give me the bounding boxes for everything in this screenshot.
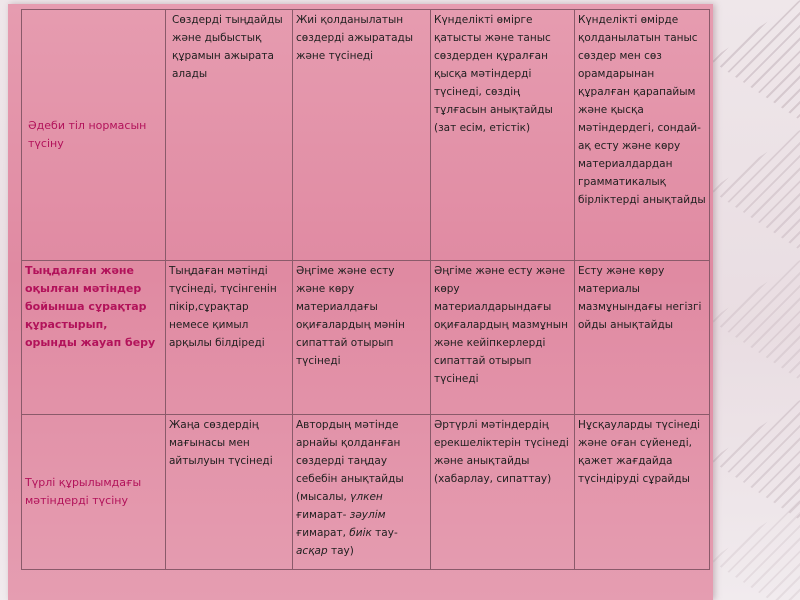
row-header: Әдеби тіл нормасын түсіну — [22, 10, 166, 261]
row-header: Тыңдалған және оқылған мәтіндер бойынша сұрақтар құрастырып, орынды жауап беру — [22, 261, 166, 415]
decorative-stripes — [710, 0, 800, 120]
table-cell: Әртүрлі мәтіндердің ерекшеліктерін түсінеді және анықтайды (хабарлау, сипаттау) — [431, 415, 575, 570]
table-row — [22, 415, 710, 570]
table-cell: Жаңа сөздердің мағынасы мен айтылуын түсінеді — [166, 415, 293, 570]
table-row — [22, 261, 710, 415]
decorative-stripes — [710, 500, 800, 600]
cell-text: ғимарат, — [296, 527, 350, 539]
table-cell: Күнделікті өмірге қатысты және таныс сөздерден құралған қысқа мәтіндерді түсінеді, сөздің тұлғасын анықтайды (зат есім, етістік) — [431, 10, 575, 261]
table-cell: Күнделікті өмірде қолданылатын таныс сөздер мен сөз орамдарынан құралған қарапайым және қысқа мәтіндердегі, сондай-ақ есту және көру материалдардан грамматикалық бірліктерді анықтайды — [575, 10, 710, 261]
curriculum-table — [21, 9, 710, 570]
decorative-stripes — [710, 400, 800, 520]
table-cell: Әңгіме және есту және көру материалдағы оқиғалардың мәнін сипаттай отырып түсінеді — [293, 261, 431, 415]
italic-word: үлкен — [350, 491, 383, 503]
row-header: Түрлі құрылымдағы мәтіндерді түсіну — [22, 415, 166, 570]
decorative-stripes — [710, 130, 800, 250]
cell-text: ғимарат- — [296, 509, 350, 521]
decorative-stripes — [710, 260, 800, 380]
italic-word: биік — [349, 527, 372, 539]
table-cell: Есту және көру материалы мазмұнындағы негізгі ойды анықтайды — [575, 261, 710, 415]
cell-text: тау- — [371, 527, 398, 539]
table-cell: Сөздерді тыңдайды және дыбыстық құрамын ажырата алады — [166, 10, 293, 261]
cell-text: Автордың мәтінде арнайы қолданған сөздерді таңдау себебін анықтайды (мысалы, — [296, 419, 404, 503]
table-cell: Әңгіме және есту және көру материалдарындағы оқиғалардың мазмұнын және кейіпкерлерді сипаттай отырып түсінеді — [431, 261, 575, 415]
table-cell: Тыңдаған мәтінді түсінеді, түсінгенін пікір,сұрақтар немесе қимыл арқылы білдіреді — [166, 261, 293, 415]
table-cell: Нұсқауларды түсінеді және оған сүйенеді, қажет жағдайда түсіндіруді сұрайды — [575, 415, 710, 570]
cell-text: тау) — [327, 545, 354, 557]
italic-word: асқар — [296, 545, 328, 557]
table-row — [22, 10, 710, 261]
italic-word: зәулім — [349, 509, 386, 521]
table-cell-rich — [293, 415, 431, 570]
table-cell: Жиі қолданылатын сөздерді ажыратады және түсінеді — [293, 10, 431, 261]
